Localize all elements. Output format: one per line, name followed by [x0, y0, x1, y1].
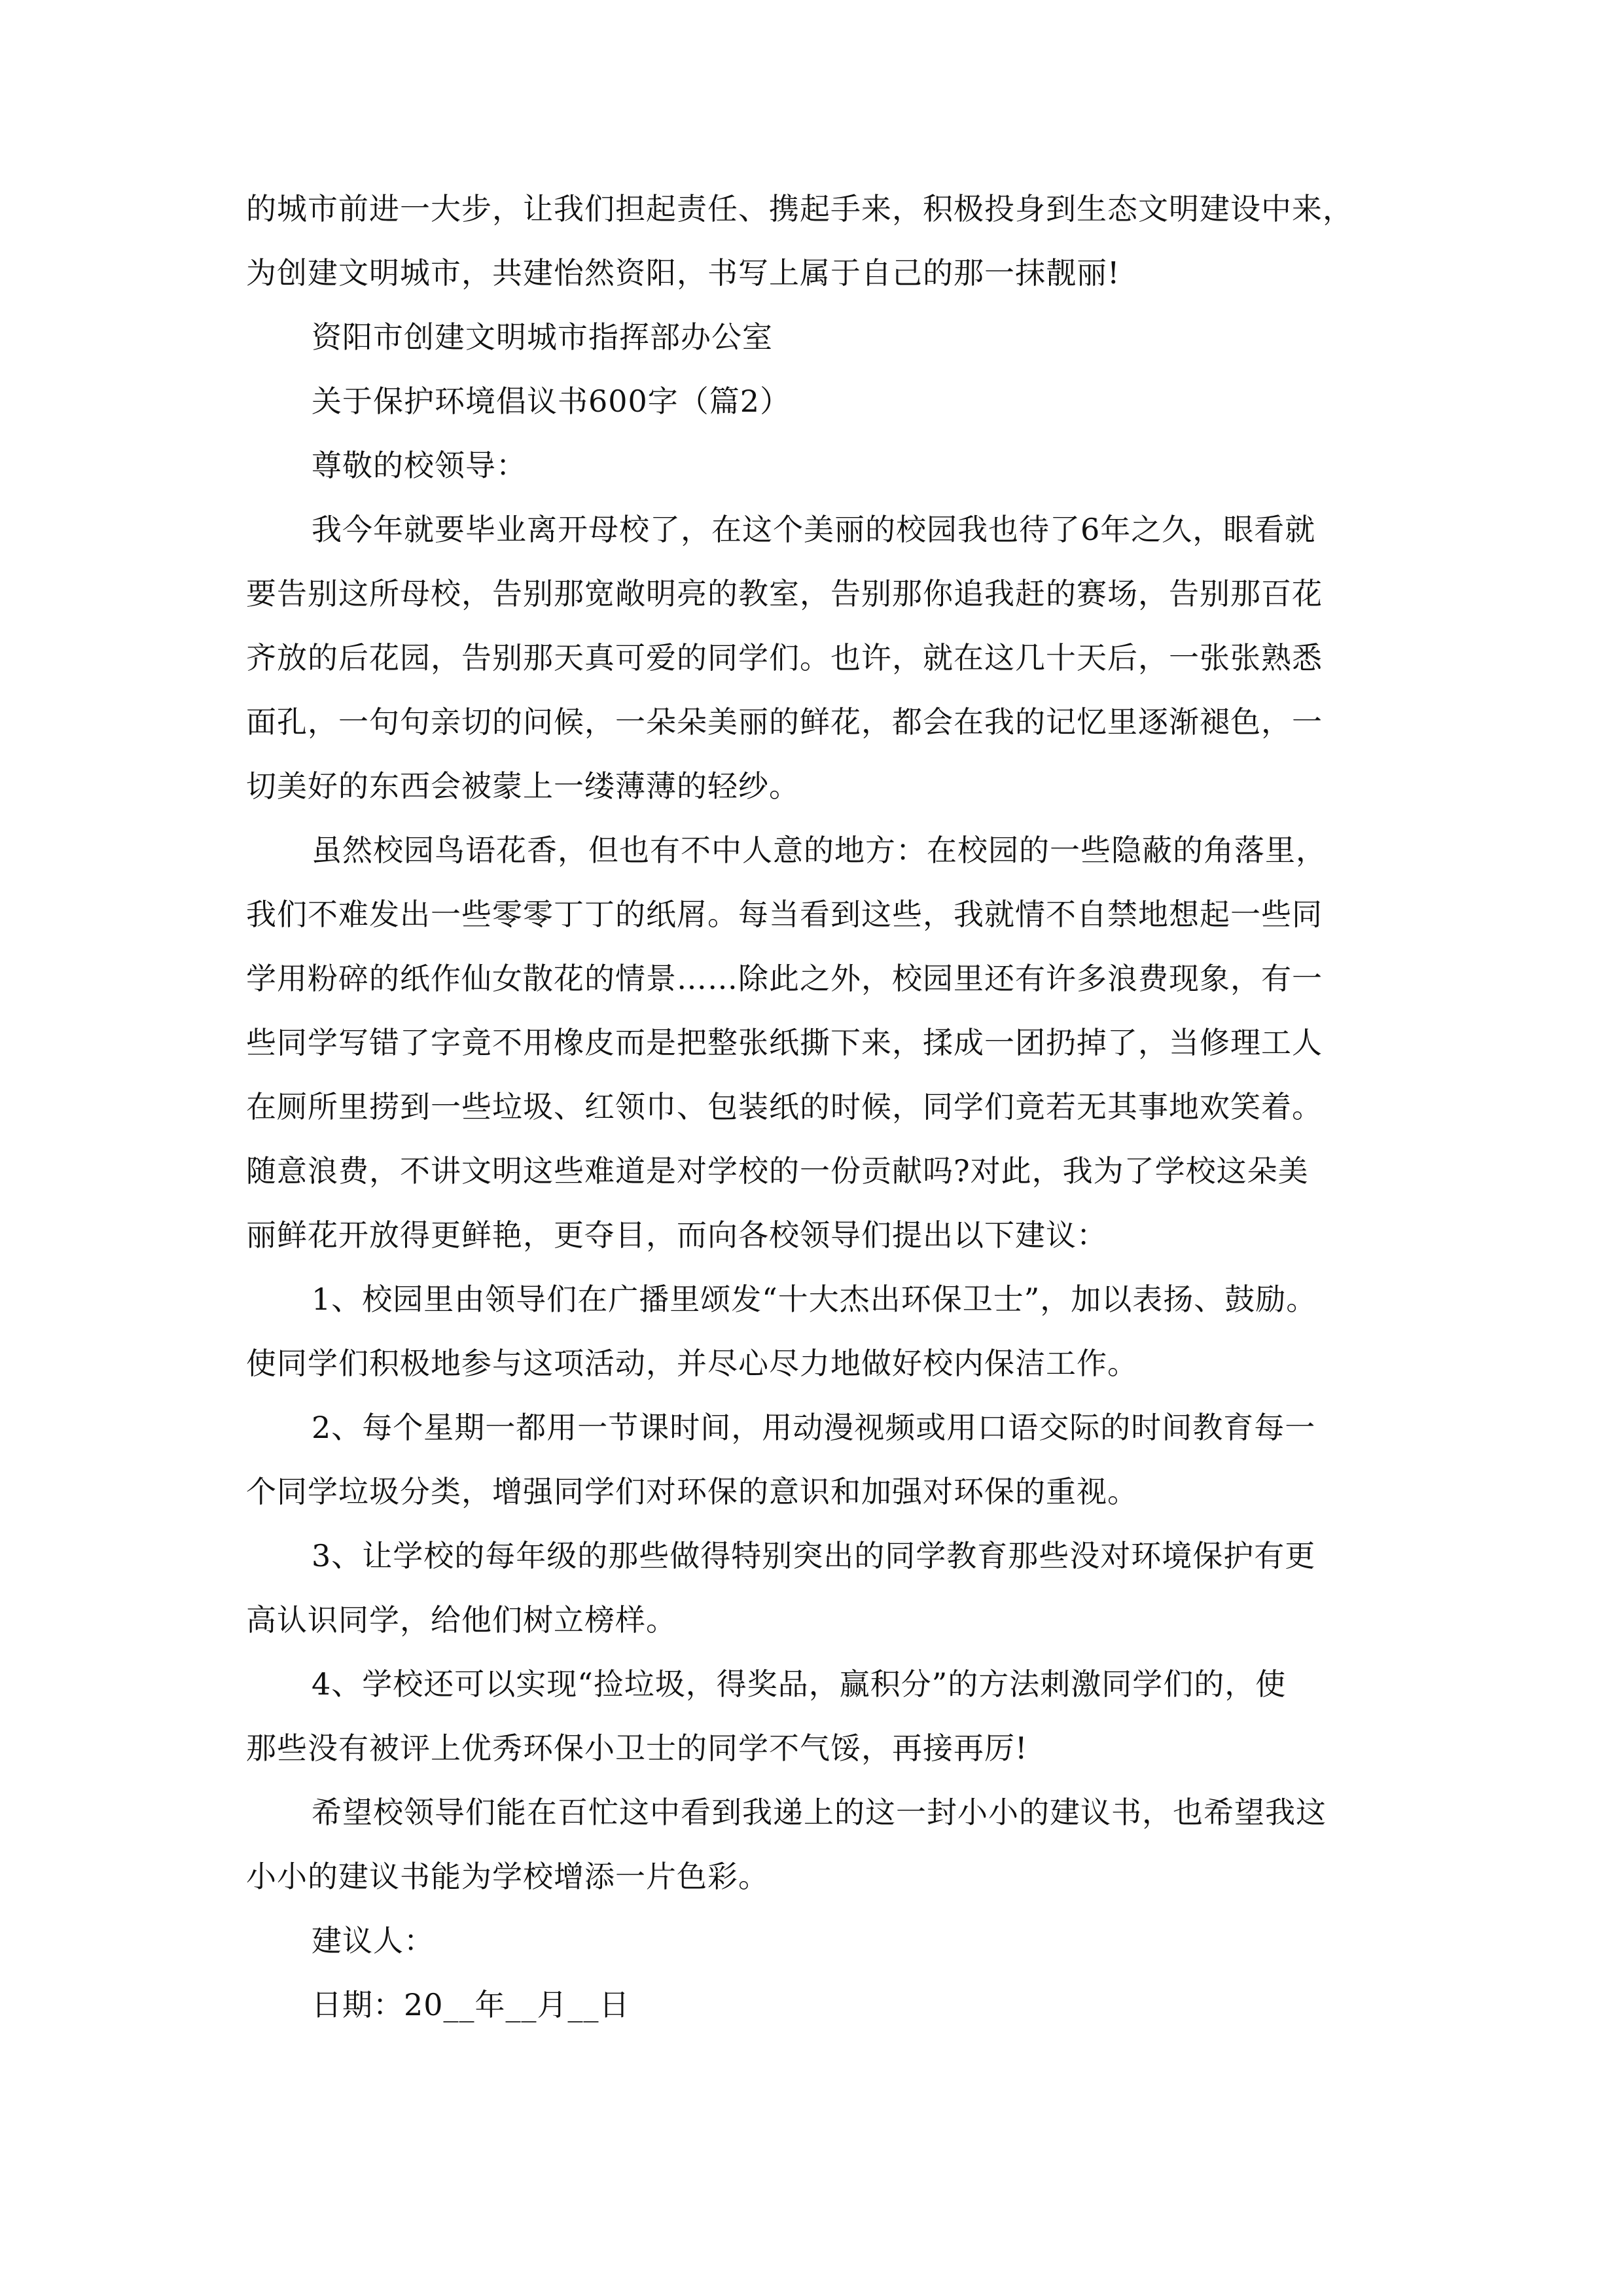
suggestion-1-cont: 使同学们积极地参与这项活动，并尽心尽力地做好校内保洁工作。 [246, 1346, 1138, 1381]
text-line-7: 要告别这所母校，告别那宽敞明亮的教室，告别那你追我赶的赛场，告别那百花 [246, 576, 1323, 611]
signature-org: 资阳市创建文明城市指挥部办公室 [312, 319, 773, 355]
suggestion-3: 3、让学校的每年级的那些做得特别突出的同学教育那些没对环境保护有更 [312, 1538, 1316, 1573]
text-line-17: 丽鲜花开放得更鲜艳，更夺目，而向各校领导们提出以下建议： [246, 1217, 1107, 1253]
text-line-12: 我们不难发出一些零零丁丁的纸屑。每当看到这些，我就情不自禁地想起一些同 [246, 897, 1323, 932]
date-line: 日期：20__年__月__日 [312, 1987, 630, 2022]
text-line-6: 我今年就要毕业离开母校了，在这个美丽的校园我也待了6年之久，眼看就 [312, 512, 1316, 547]
suggestion-3-cont: 高认识同学，给他们树立榜样。 [246, 1602, 677, 1638]
text-line-16: 随意浪费，不讲文明这些难道是对学校的一份贡献吗?对此，我为了学校这朵美 [246, 1153, 1309, 1189]
text-line-9: 面孔，一句句亲切的问候，一朵朵美丽的鲜花，都会在我的记忆里逐渐褪色，一 [246, 704, 1323, 740]
suggestion-4: 4、学校还可以实现“捡垃圾，得奖品，赢积分”的方法刺激同学们的，使 [312, 1666, 1287, 1702]
document-body [246, 177, 1398, 2037]
text-line-8: 齐放的后花园，告别那天真可爱的同学们。也许，就在这几十天后，一张张熟悉 [246, 640, 1323, 675]
section-title: 关于保护环境倡议书600字（篇2） [312, 384, 791, 419]
text-line-15: 在厕所里捞到一些垃圾、红领巾、包装纸的时候，同学们竟若无其事地欢笑着。 [246, 1089, 1323, 1124]
salutation: 尊敬的校领导： [312, 448, 527, 483]
suggestion-1: 1、校园里由领导们在广播里颂发“十大杰出环保卫士”，加以表扬、鼓励。 [312, 1282, 1317, 1317]
suggestion-2: 2、每个星期一都用一节课时间，用动漫视频或用口语交际的时间教育每一 [312, 1410, 1316, 1445]
text-line-13: 学用粉碎的纸作仙女散花的情景……除此之外，校园里还有许多浪费现象，有一 [246, 961, 1323, 996]
suggestion-4-cont: 那些没有被评上优秀环保小卫士的同学不气馁，再接再厉! [246, 1731, 1028, 1766]
closing-line-cont: 小小的建议书能为学校增添一片色彩。 [246, 1859, 769, 1894]
text-line-10: 切美好的东西会被蒙上一缕薄薄的轻纱。 [246, 768, 800, 804]
text-line-14: 些同学写错了字竟不用橡皮而是把整张纸撕下来，揉成一团扔掉了，当修理工人 [246, 1025, 1323, 1060]
text-line-11: 虽然校园鸟语花香，但也有不中人意的地方：在校园的一些隐蔽的角落里， [312, 833, 1327, 868]
text-line-2: 为创建文明城市，共建怡然资阳，书写上属于自己的那一抹靓丽! [246, 255, 1120, 291]
proposer-label: 建议人： [312, 1923, 435, 1958]
text-line-1: 的城市前进一大步，让我们担起责任、携起手来，积极投身到生态文明建设中来， [246, 191, 1353, 226]
suggestion-2-cont: 个同学垃圾分类，增强同学们对环保的意识和加强对环保的重视。 [246, 1474, 1138, 1509]
closing-line: 希望校领导们能在百忙这中看到我递上的这一封小小的建议书，也希望我这 [312, 1795, 1327, 1830]
